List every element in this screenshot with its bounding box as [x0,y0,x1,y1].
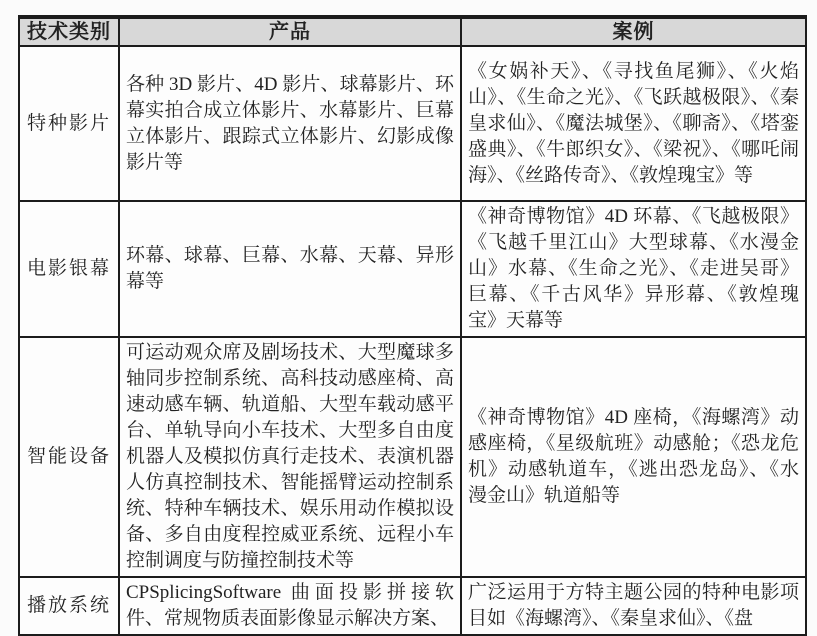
col-header-cases: 案例 [461,17,806,46]
table-row [19,577,806,635]
category-cell: 特种影片 [19,46,119,201]
table-row [19,201,806,337]
header-row [19,17,806,46]
category-cell: 播放系统 [19,577,119,635]
table-row [19,337,806,577]
category-cell: 电影银幕 [19,201,119,337]
table-row [19,46,806,201]
cases-cell: 《神奇博物馆》4D 环幕、《飞越极限》《飞越千里江山》大型球幕、《水漫金山》水幕、《生命之光》、《走进吴哥》巨幕、《千古风华》异形幕、《敦煌瑰宝》天幕等 [461,201,806,337]
col-header-category: 技术类别 [19,17,119,46]
products-cell: CPSplicingSoftware 曲面投影拼接软件、常规物质表面影像显示解决方案、 [119,577,461,635]
category-cell: 智能设备 [19,337,119,577]
cases-cell: 广泛运用于方特主题公园的特种电影项目如《海螺湾》、《秦皇求仙》、《盘 [461,577,806,635]
products-cell: 可运动观众席及剧场技术、大型魔球多轴同步控制系统、高科技动感座椅、高速动感车辆、轨道船、大型车载动感平台、单轨导向小车技术、大型多自由度机器人及模拟仿真行走技术、表演机器人仿真控制技术、智能摇臂运动控制系统、特种车辆技术、娱乐用动作模拟设备、多自由度程控威亚系统、远程小车控制调度与防撞控制技术等 [119,337,461,577]
technology-products-cases-table [18,15,807,636]
products-cell: 环幕、球幕、巨幕、水幕、天幕、异形幕等 [119,201,461,337]
products-cell: 各种 3D 影片、4D 影片、球幕影片、环幕实拍合成立体影片、水幕影片、巨幕立体影片、跟踪式立体影片、幻影成像影片等 [119,46,461,201]
cases-cell: 《神奇博物馆》4D 座椅，《海螺湾》动感座椅，《星级航班》动感舱；《恐龙危机》动感轨道车，《逃出恐龙岛》、《水漫金山》轨道船等 [461,337,806,577]
col-header-products: 产品 [119,17,461,46]
cases-cell: 《女娲补天》、《寻找鱼尾狮》、《火焰山》、《生命之光》、《飞跃越极限》、《秦皇求仙》、《魔法城堡》、《聊斋》、《塔銮盛典》、《牛郎织女》、《梁祝》、《哪吒闹海》、《丝路传奇》、《敦煌瑰宝》等 [461,46,806,201]
